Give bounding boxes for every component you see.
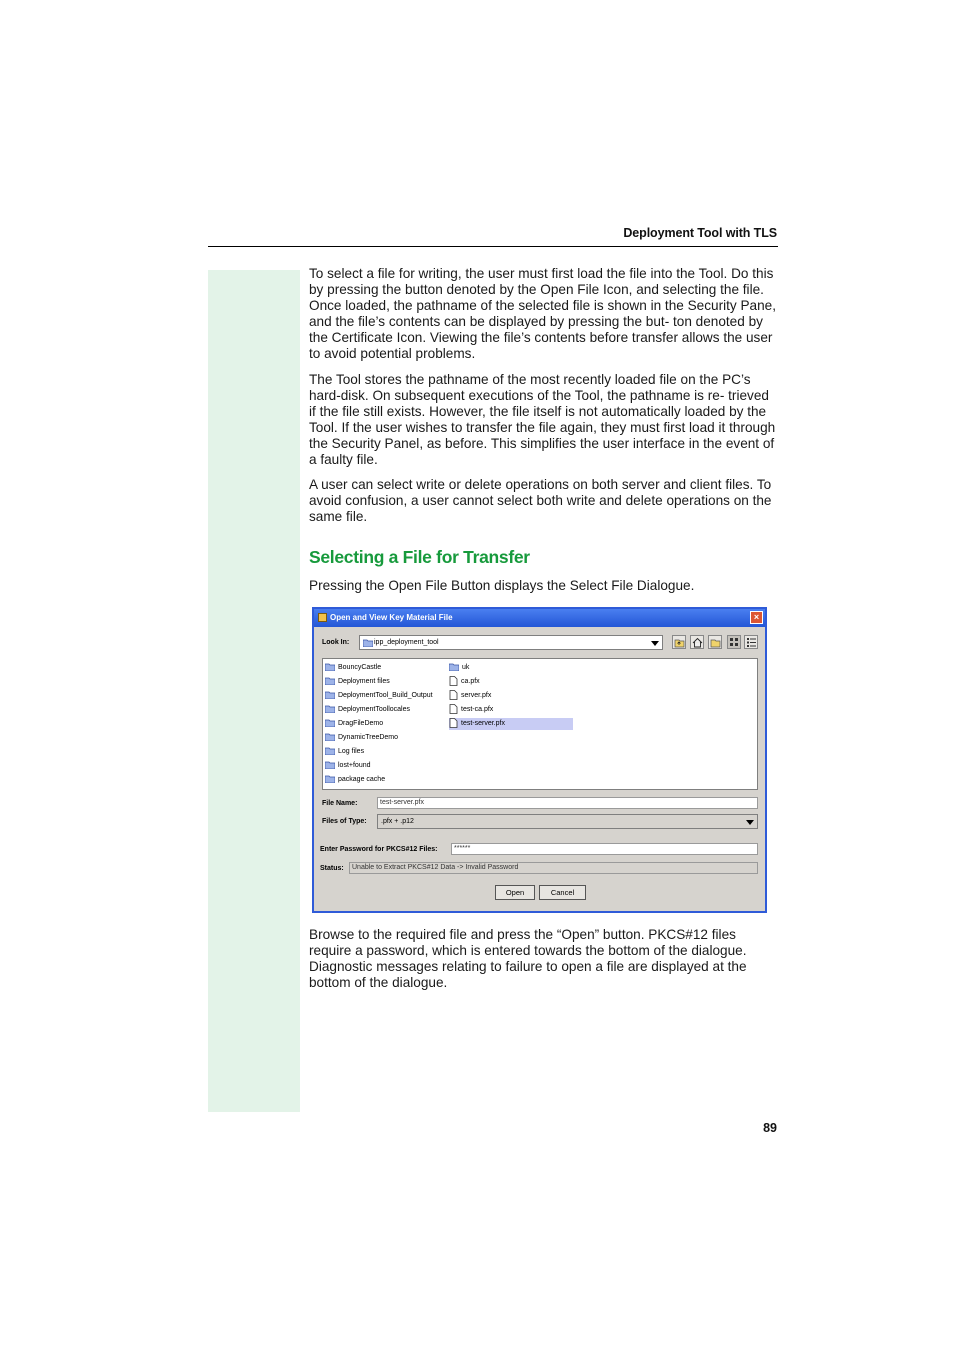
file-name: uk <box>462 664 470 671</box>
password-label: Enter Password for PKCS#12 Files: <box>320 846 438 853</box>
status-label: Status: <box>320 865 344 872</box>
file-list[interactable] <box>322 658 758 790</box>
password-field[interactable]: ****** <box>451 843 758 855</box>
list-item[interactable] <box>325 746 364 758</box>
file-name: Log files <box>338 748 365 755</box>
paragraph-2: The Tool stores the pathname of the most recently loaded file on the PC’s hard-disk. On subsequent executions of the Tool, the pathname is re- trieved if the file still exists. However, the file itself is not automatically loaded by the Tool. If the user wishes to transfer the file again, they must first load it through the Security Panel, as before. This simplifies the user interface in the event of a faulty file. <box>309 371 776 468</box>
list-item[interactable] <box>449 704 493 716</box>
dialog-title: Open and View Key Material File <box>330 613 453 622</box>
chevron-down-icon <box>651 641 659 646</box>
folder-icon <box>325 761 335 769</box>
files-of-type-combo[interactable] <box>377 814 758 829</box>
list-item[interactable] <box>325 704 410 716</box>
list-item[interactable] <box>325 718 383 730</box>
folder-icon <box>325 733 335 741</box>
margin-band <box>208 270 300 1112</box>
file-name: DeploymentTool_Build_Output <box>338 692 433 699</box>
file-name: BouncyCastle <box>338 664 382 671</box>
file-name: DynamicTreeDemo <box>338 734 399 741</box>
files-of-type-label: Files of Type: <box>322 818 367 825</box>
paragraph-4: Browse to the required file and press the “Open” button. PKCS#12 files require a password, which is entered towards the bottom of the dialogue. Diagnostic messages relating to failure to open a file are displayed at the bottom of the dialogue. <box>309 927 747 991</box>
look-in-value: ipp_deployment_tool <box>374 639 439 646</box>
folder-icon <box>325 705 335 713</box>
header-rule <box>208 246 778 247</box>
file-name-field[interactable]: test-server.pfx <box>377 797 758 809</box>
up-folder-icon <box>674 637 685 648</box>
paragraph-1: To select a file for writing, the user must first load the file into the Tool. Do this by pressing the button denoted by the Open File Icon, and selecting the file. Once loaded, the pathname of the selected file is shown in the Security Pane, and the file’s contents can be displayed by pressing the but- ton denoted by the Certificate Icon. Viewing the file’s contents before transfer allows the user to avoid potential problems. <box>309 266 777 362</box>
folder-icon <box>325 691 335 699</box>
running-header: Deployment Tool with TLS <box>623 226 777 240</box>
file-icon <box>449 718 458 728</box>
folder-icon <box>325 663 335 671</box>
close-button[interactable] <box>750 611 763 624</box>
file-icon <box>449 690 458 700</box>
after-figure-text <box>309 927 779 1000</box>
app-icon <box>318 613 327 622</box>
folder-icon <box>363 639 373 647</box>
cancel-button[interactable]: Cancel <box>539 885 586 900</box>
file-name: test-server.pfx <box>461 720 505 727</box>
list-item[interactable] <box>449 690 491 702</box>
list-item[interactable] <box>325 676 390 688</box>
folder-icon <box>325 677 335 685</box>
home-button[interactable] <box>690 635 704 649</box>
file-icon <box>449 704 458 714</box>
list-item[interactable] <box>449 676 480 688</box>
file-icon <box>449 676 458 686</box>
details-view-button[interactable] <box>744 635 758 649</box>
look-in-combo[interactable] <box>359 635 663 650</box>
folder-icon <box>325 747 335 755</box>
file-name: ca.pfx <box>461 678 480 685</box>
list-item[interactable] <box>325 690 433 702</box>
section-heading: Selecting a File for Transfer <box>309 547 530 568</box>
section-intro: Pressing the Open File Button displays the Select File Dialogue. <box>309 578 695 594</box>
paragraph-3: A user can select write or delete operations on both server and client files. To avoid confusion, a user cannot select both write and delete operations on the same file. <box>309 477 772 525</box>
home-icon <box>692 637 703 648</box>
file-name: test-ca.pfx <box>461 706 494 713</box>
files-of-type-value: .pfx + .p12 <box>381 818 414 825</box>
dialog-titlebar[interactable] <box>314 609 765 627</box>
list-item-selected[interactable] <box>449 718 573 730</box>
list-item[interactable] <box>325 774 385 786</box>
list-item[interactable] <box>325 732 398 744</box>
file-name: server.pfx <box>461 692 492 699</box>
new-folder-icon <box>710 637 721 648</box>
file-name: Deployment files <box>338 678 390 685</box>
list-item[interactable] <box>325 760 371 772</box>
list-view-icon <box>729 637 740 648</box>
open-file-dialog <box>312 607 767 913</box>
list-item[interactable] <box>449 662 469 674</box>
open-button[interactable]: Open <box>495 885 535 900</box>
folder-icon <box>325 775 335 783</box>
file-name-label: File Name: <box>322 800 358 807</box>
folder-icon <box>449 663 459 671</box>
body-text <box>309 266 779 604</box>
file-name: lost+found <box>338 762 371 769</box>
chevron-down-icon <box>746 820 754 825</box>
file-name: DragFileDemo <box>338 720 384 727</box>
page-number: 89 <box>763 1121 777 1135</box>
folder-icon <box>325 719 335 727</box>
new-folder-button[interactable] <box>708 635 722 649</box>
look-in-label: Look In: <box>322 639 350 646</box>
details-view-icon <box>746 637 757 648</box>
status-field: Unable to Extract PKCS#12 Data -> Invalid Password <box>349 862 758 874</box>
file-name: DeploymentToollocales <box>338 706 410 713</box>
file-name: package cache <box>338 776 386 783</box>
close-icon: × <box>753 612 760 622</box>
up-folder-button[interactable] <box>672 635 686 649</box>
list-item[interactable] <box>325 662 381 674</box>
list-view-button[interactable] <box>727 635 741 649</box>
